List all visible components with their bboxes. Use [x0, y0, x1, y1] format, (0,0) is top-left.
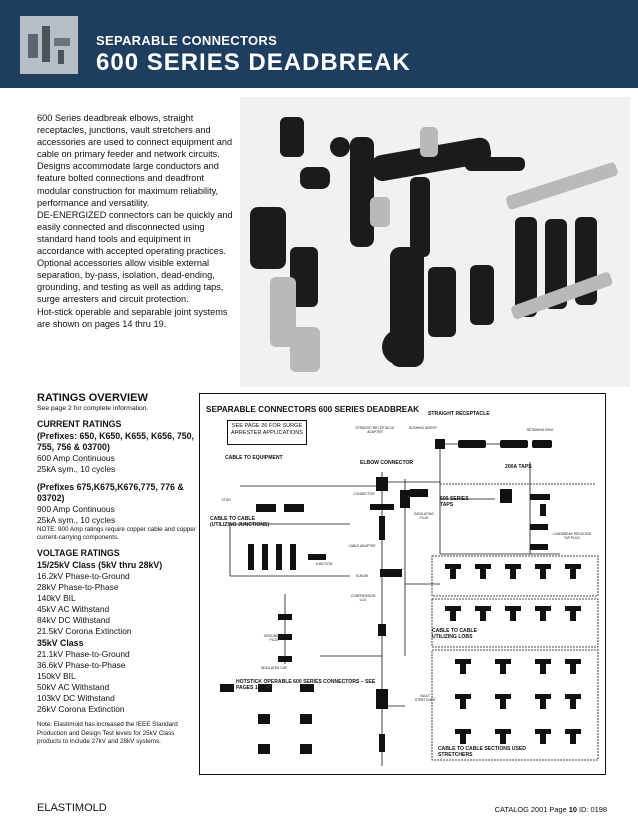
- component-label: INSULATING PLUG: [414, 512, 434, 520]
- current-rating-line: 25kA sym., 10 cycles: [37, 515, 116, 525]
- component-label: STRAIGHT RECEPTACLE ADAPTER: [355, 426, 395, 434]
- voltage-line: 84kV DC Withstand: [37, 615, 111, 626]
- document-id: ID: 0198: [579, 805, 607, 814]
- copper-note: NOTE: 900 Amp ratings require copper cable and copper current-carrying components.: [37, 526, 196, 542]
- voltage-line: 150kV BIL: [37, 671, 76, 682]
- cable-sections-stretchers-label: CABLE TO CABLE SECTIONS USED STRETCHERS: [438, 746, 526, 758]
- hotstick-operable-label: HOTSTICK OPERABLE 600 SERIES CONNECTORS – SEE PAGES 14 - 17: [236, 679, 376, 691]
- component-label: GROUNDING PLUG: [263, 634, 285, 642]
- catalog-label: CATALOG 2001 Page: [494, 805, 567, 814]
- component-label: ELBOW: [356, 574, 368, 578]
- current-rating-line: 25kA sym., 10 cycles: [37, 464, 116, 474]
- taps-600-series-label: 600 SERIES TAPS: [440, 496, 469, 508]
- voltage-line: 21.5kV Corona Extinction: [37, 626, 132, 637]
- voltage-class-15-25kv: 15/25kV Class (5kV thru 28kV): [37, 560, 163, 571]
- product-logo-image: [20, 16, 78, 74]
- component-label: STUD: [221, 498, 231, 502]
- current-ratings-title: CURRENT RATINGS: [37, 419, 122, 429]
- component-label: BUSHING INSERT: [409, 426, 437, 430]
- voltage-ratings-title: VOLTAGE RATINGS: [37, 548, 120, 559]
- ratings-see-note: See page 2 for complete information.: [37, 405, 149, 412]
- voltage-line: 140kV BIL: [37, 593, 76, 604]
- page-number: 10: [568, 805, 577, 814]
- cable-to-equipment-label: CABLE TO EQUIPMENT: [225, 455, 283, 461]
- component-label: JUNCTION: [315, 562, 333, 566]
- voltage-line: 16.2kV Phase-to-Ground: [37, 571, 130, 582]
- diagram-title: SEPARABLE CONNECTORS 600 SERIES DEADBREAK: [206, 405, 420, 414]
- voltage-line: 28kV Phase-to-Phase: [37, 582, 119, 593]
- cable-to-cable-lobs-label: CABLE TO CABLE UTILIZING LOBS: [432, 628, 477, 640]
- current-rating-line: 900 Amp Continuous: [37, 504, 115, 514]
- product-photo: [240, 97, 630, 387]
- surge-arrester-note: SEE PAGE 26 FOR SURGE ARRESTER APPLICATIONS: [227, 420, 307, 445]
- component-label: INSULATED CAP: [261, 666, 287, 670]
- header-title: 600 SERIES DEADBREAK: [96, 49, 411, 76]
- straight-receptacle-label: STRAIGHT RECEPTACLE: [428, 411, 490, 417]
- voltage-class-35kv: 35kV Class: [37, 638, 84, 649]
- intro-paragraph-2: DE-ENERGIZED connectors can be quickly and easily connected and disconnected using standard hand tools and equipment in accordance with accepted operating practices. Optional accessories allow visible external separation, by-pass, isolation, dead-ending, grounding, and testing as well as adding taps, surge arresters and circuit protection.: [37, 209, 233, 305]
- taps-200a-label: 200A TAPS: [505, 464, 532, 470]
- voltage-line: 36.6kV Phase-to-Phase: [37, 660, 126, 671]
- footer-catalog: [495, 805, 607, 814]
- voltage-line: 45kV AC Withstand: [37, 604, 110, 615]
- ieee-note: Note: Elastimold has increased the IEEE Standard Production and Design Test levels for 25kV Class products to include 27kV and 28kV systems.: [37, 721, 178, 745]
- voltage-line: 103kV DC Withstand: [37, 693, 115, 704]
- component-label: LOADBREAK REDUCING TAP PLUG: [552, 532, 592, 540]
- header-banner: [0, 0, 638, 88]
- elbow-connector-label: ELBOW CONNECTOR: [360, 460, 414, 466]
- voltage-line: 21.1kV Phase-to-Ground: [37, 649, 130, 660]
- current-prefixes-2: (Prefixes 675,K675,K676,775, 776 & 03702): [37, 482, 184, 503]
- intro-paragraph-1: 600 Series deadbreak elbows, straight receptacles, junctions, vault stretchers and accessories are used to connect equipment and cable on primary feeder and network circuits. Designs accommodate large conductors and feature bolted connections and deadfront modular construction for maximum reliability, performance and versatility.: [37, 113, 233, 208]
- header-subtitle: SEPARABLE CONNECTORS: [96, 33, 278, 48]
- cable-to-cable-junctions-label: CABLE TO CABLE (UTILIZING JUNCTIONS): [210, 516, 270, 528]
- component-label: VAULT STRETCHER: [414, 694, 436, 702]
- ratings-title: RATINGS OVERVIEW: [37, 392, 148, 404]
- current-rating-line: 600 Amp Continuous: [37, 453, 115, 463]
- component-label: COMPRESSION LUG: [350, 594, 376, 602]
- intro-text: [37, 112, 233, 330]
- component-label: CABLE ADAPTER: [348, 544, 376, 548]
- footer-brand: ELASTIMOLD: [37, 802, 107, 814]
- ratings-overview: [37, 392, 199, 752]
- voltage-line: 50kV AC Withstand: [37, 682, 110, 693]
- intro-paragraph-3: Hot-stick operable and separable joint systems are shown on pages 14 thru 19.: [37, 306, 228, 329]
- voltage-line: 26kV Corona Extinction: [37, 704, 125, 715]
- current-prefixes-1: (Prefixes: 650, K650, K655, K656, 750, 755, 756 & 03700): [37, 431, 194, 452]
- connector-diagram: [199, 393, 606, 775]
- component-label: RETAINING RING: [526, 428, 554, 432]
- component-label: CONNECTOR: [353, 492, 375, 496]
